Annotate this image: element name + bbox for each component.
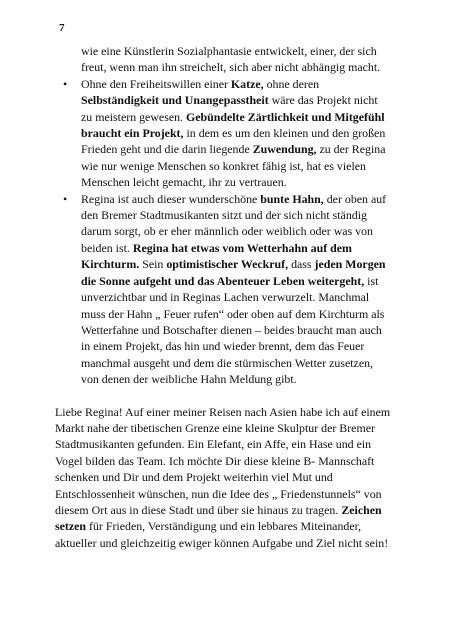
text-run: wie eine Künstlerin Sozialphantasie entwickelt, einer, der sich — [81, 44, 377, 58]
text-run: der oben auf — [323, 191, 387, 206]
text-line — [55, 404, 410, 420]
text-run: schenken und Dir und dem Projekt weiterhin viel Mut und — [55, 470, 333, 485]
text-line — [55, 371, 410, 387]
text-line — [55, 502, 410, 518]
text-run: manchmal ausgeht und dem die stürmischen Wetter zusetzen, — [81, 355, 374, 370]
text-line — [55, 43, 410, 59]
bold-text: Selbständigkeit und Unangepasstheit — [81, 93, 269, 108]
bold-text: setzen — [55, 519, 87, 534]
text-line — [55, 59, 410, 75]
text-run: aktueller und gleichzeitig ewiger können Aufgabe und Ziel nicht sein! — [55, 535, 389, 550]
text-line — [55, 174, 410, 190]
text-line — [55, 273, 410, 289]
text-line — [55, 306, 410, 322]
text-run: Markt nahe der tibetischen Grenze eine kleine Skulptur der Bremer — [55, 420, 375, 435]
text-line — [55, 322, 410, 338]
text-run: Ohne den Freiheitswillen einer — [81, 76, 231, 91]
text-run: Stadtmusikanten gefunden. Ein Elefant, ein Affe, ein Hase und ein — [55, 437, 372, 452]
bold-text: optimistischer Weckruf, — [166, 257, 289, 272]
bold-text: Katze, — [230, 76, 264, 91]
bold-text: Zuwendung, — [252, 142, 317, 157]
text-line — [55, 436, 410, 452]
bold-text: braucht ein Projekt, — [81, 126, 184, 141]
text-run: Liebe Regina! Auf einer meiner Reisen nach Asien habe ich auf einem — [55, 404, 391, 419]
bullet-item — [55, 191, 410, 388]
text-run: in dem es um den kleinen und den großen — [183, 126, 386, 141]
bullet-item — [55, 43, 410, 76]
text-run: darum sorgt, ob er eher männlich oder weiblich oder was von — [81, 224, 374, 239]
text-line — [55, 125, 410, 141]
bullet-dot-icon: • — [63, 76, 68, 91]
text-run: zu der Regina — [316, 142, 386, 157]
bullet-dot-icon: • — [63, 191, 68, 206]
text-run: in einem Projekt, das hin und wieder brennt, dem das Feuer — [81, 339, 365, 354]
text-line — [55, 338, 410, 354]
text-run: zu meistern gewesen. — [81, 109, 186, 124]
bold-text: die Sonne aufgeht und das Abenteuer Leben weitergeht, — [81, 273, 365, 288]
text-line — [55, 92, 410, 108]
text-line — [55, 535, 410, 551]
text-line — [55, 109, 410, 125]
text-run: ohne deren — [263, 76, 320, 91]
text-line — [55, 486, 410, 502]
bold-text: jeden Morgen — [314, 257, 386, 272]
text-line — [55, 518, 410, 534]
text-line — [55, 191, 410, 207]
text-run: wäre das Projekt nicht — [268, 93, 378, 108]
bold-text: Gebündelte Zärtlichkeit und Mitgefühl — [186, 109, 385, 124]
text-line — [55, 141, 410, 157]
text-run: Entschlossenheit wünschen, nun die Idee des „ Friedenstunnels“ von — [55, 486, 382, 501]
text-line — [55, 207, 410, 223]
document-body — [55, 43, 410, 551]
bold-text: Zeichen — [341, 502, 382, 517]
bold-text: Regina hat etwas vom Wetterhahn auf dem — [132, 240, 352, 255]
text-line — [55, 223, 410, 239]
page-number: 7 — [59, 22, 65, 34]
text-line — [55, 240, 410, 256]
text-line — [55, 256, 410, 272]
text-line — [55, 289, 410, 305]
text-run: wie nur wenige Menschen so konkret fähig ist, hat es vielen — [81, 158, 366, 173]
text-run: Frieden geht und die darin liegende — [81, 142, 253, 157]
text-line — [55, 158, 410, 174]
text-run: Vogel bilden das Team. Ich möchte Dir diese kleine B- Mannschaft — [55, 453, 375, 468]
text-line — [55, 469, 410, 485]
text-run: beiden ist. — [81, 240, 133, 255]
text-run: ist — [364, 273, 379, 288]
text-run: muss der Hahn „ Feuer rufen“ oder oben auf dem Kirchturm als — [81, 306, 385, 321]
text-line — [55, 355, 410, 371]
paragraph-gap — [55, 388, 410, 404]
text-run: Menschen leicht gemacht, ihr zu vertrauen. — [81, 175, 287, 190]
text-run: freut, wenn man ihn streichelt, sich aber nicht abhängig macht. — [81, 60, 381, 75]
text-run: diesem Ort aus in diese Stadt und über sie hinaus zu tragen. — [55, 502, 342, 517]
text-line — [55, 453, 410, 469]
text-run: von denen der weibliche Hahn Meldung gibt. — [81, 372, 297, 387]
bullet-list — [55, 43, 410, 388]
bold-text: bunte Hahn, — [260, 191, 324, 206]
text-run: Wetterfahne und Botschafter dienen – beides braucht man auch — [81, 322, 382, 337]
closing-paragraph — [55, 404, 410, 552]
text-run: für Frieden, Verständigung und ein lebbares Miteinander, — [86, 519, 362, 534]
bullet-item — [55, 76, 410, 191]
text-line — [55, 76, 410, 92]
text-run: Regina ist auch dieser wunderschöne — [81, 191, 261, 206]
text-run: den Bremer Stadtmusikanten sitzt und der sich nicht ständig — [81, 208, 367, 223]
text-run: unverzichtbar und in Reginas Lachen verwurzelt. Manchmal — [81, 290, 370, 305]
text-line — [55, 420, 410, 436]
bold-text: Kirchturm. — [81, 257, 140, 272]
text-run: dass — [288, 257, 315, 272]
text-run: Sein — [139, 257, 167, 272]
